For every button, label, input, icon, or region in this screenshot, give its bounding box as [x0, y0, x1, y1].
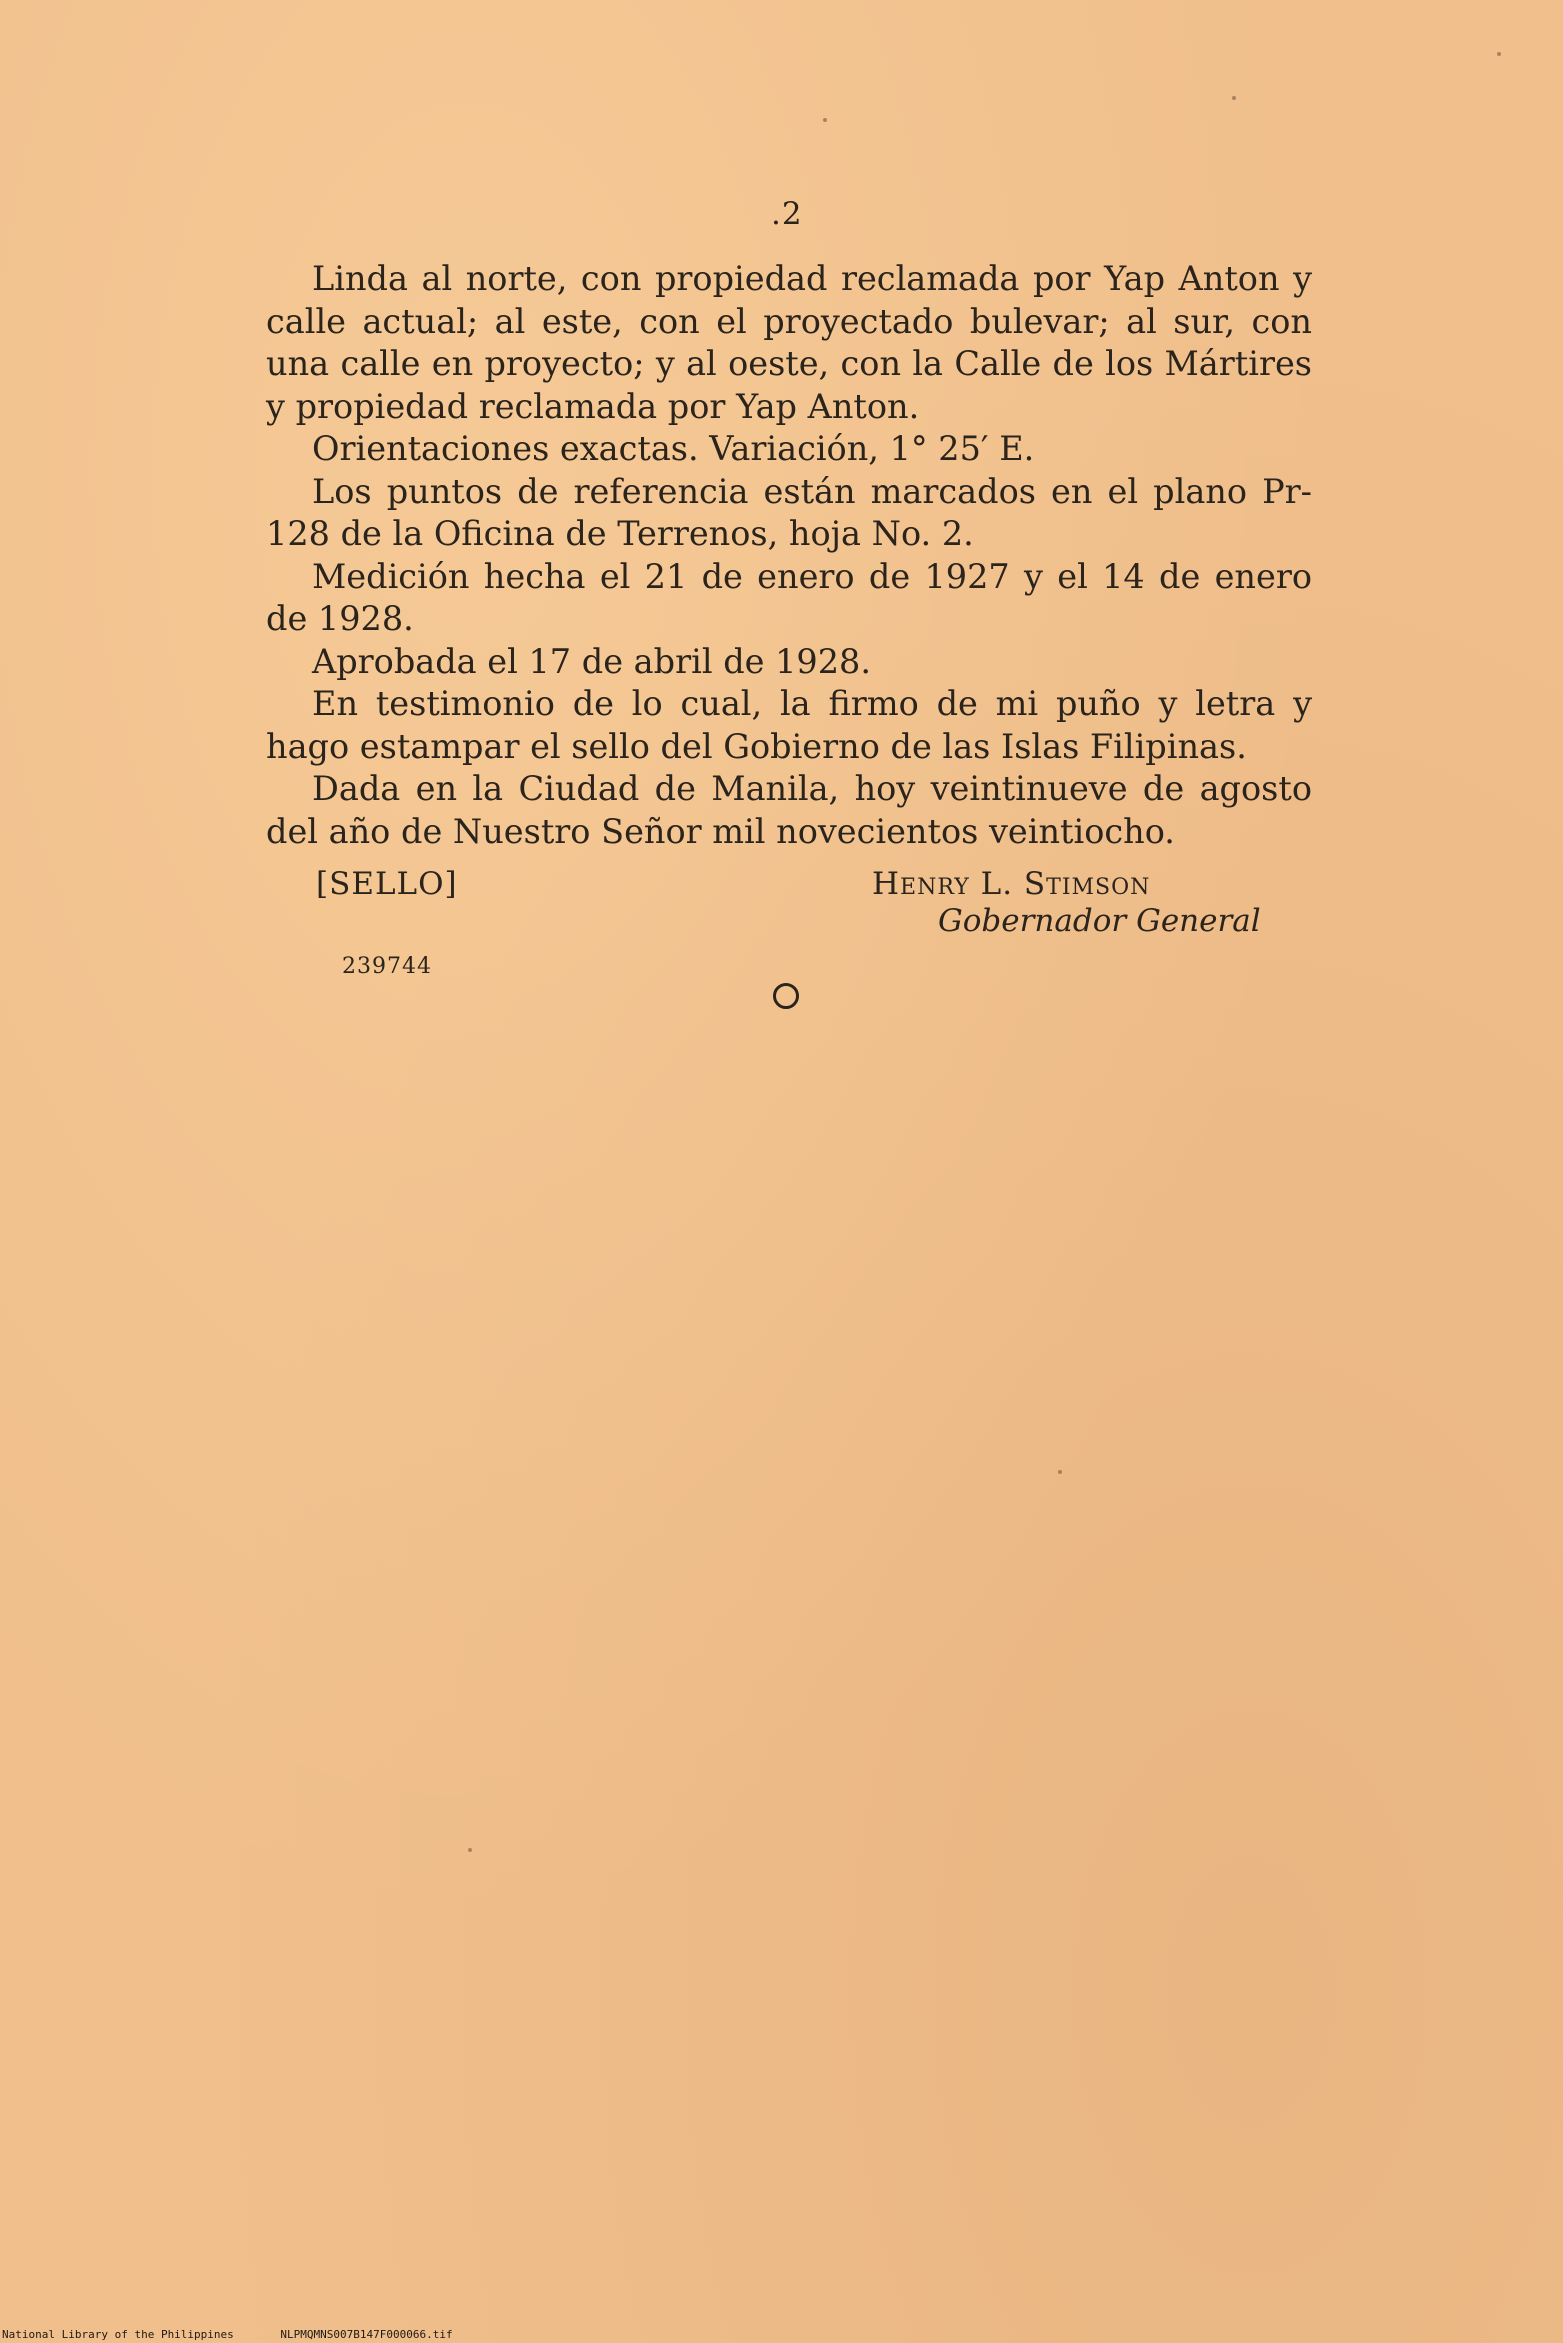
paragraph-approval-date: Aprobada el 17 de abril de 1928. [312, 641, 872, 681]
paper-speck [1232, 96, 1236, 100]
paper-speck [823, 118, 827, 122]
paragraph-boundaries: Linda al norte, con propiedad reclamada por Yap Anton y calle actual; al este, con el proyectado bulevar; al sur, con una calle en proyecto; y al oeste, con la Calle de los Mártires y propiedad reclamada por Yap Anton. [266, 259, 1312, 426]
seal-label: [SELLO] [316, 866, 458, 902]
paper-speck [468, 1848, 472, 1852]
document-number: 239744 [342, 954, 432, 979]
library-credit: National Library of the Philippines [2, 2328, 234, 2341]
file-identifier: NLPMQMNS007B147F000066.tif [280, 2328, 453, 2341]
signature-block [266, 866, 1276, 906]
paragraph-survey-date: Medición hecha el 21 de enero de 1927 y el 14 de enero de 1928. [266, 556, 1312, 638]
page-number: .2 [771, 196, 803, 232]
paper-speck [1058, 1470, 1062, 1474]
paragraph-reference-points: Los puntos de referencia están marcados en el plano Pr-128 de la Oficina de Terrenos, hoja No. 2. [266, 471, 1312, 553]
paper-speck [1497, 52, 1501, 56]
end-circle-mark [773, 983, 799, 1009]
scan-footer [2, 2328, 493, 2341]
signer-name: Henry L. Stimson [872, 866, 1151, 902]
paragraph-orientation: Orientaciones exactas. Variación, 1° 25′ E. [312, 429, 1035, 468]
signer-title: Gobernador General [938, 903, 1261, 939]
paragraph-testimony: En testimonio de lo cual, la firmo de mi puño y letra y hago estampar el sello del Gobierno de las Islas Filipinas. [266, 684, 1312, 766]
paragraph-given-at: Dada en la Ciudad de Manila, hoy veintinueve de agosto del año de Nuestro Señor mil novecientos veintiocho. [266, 769, 1312, 851]
document-body [266, 258, 1312, 853]
